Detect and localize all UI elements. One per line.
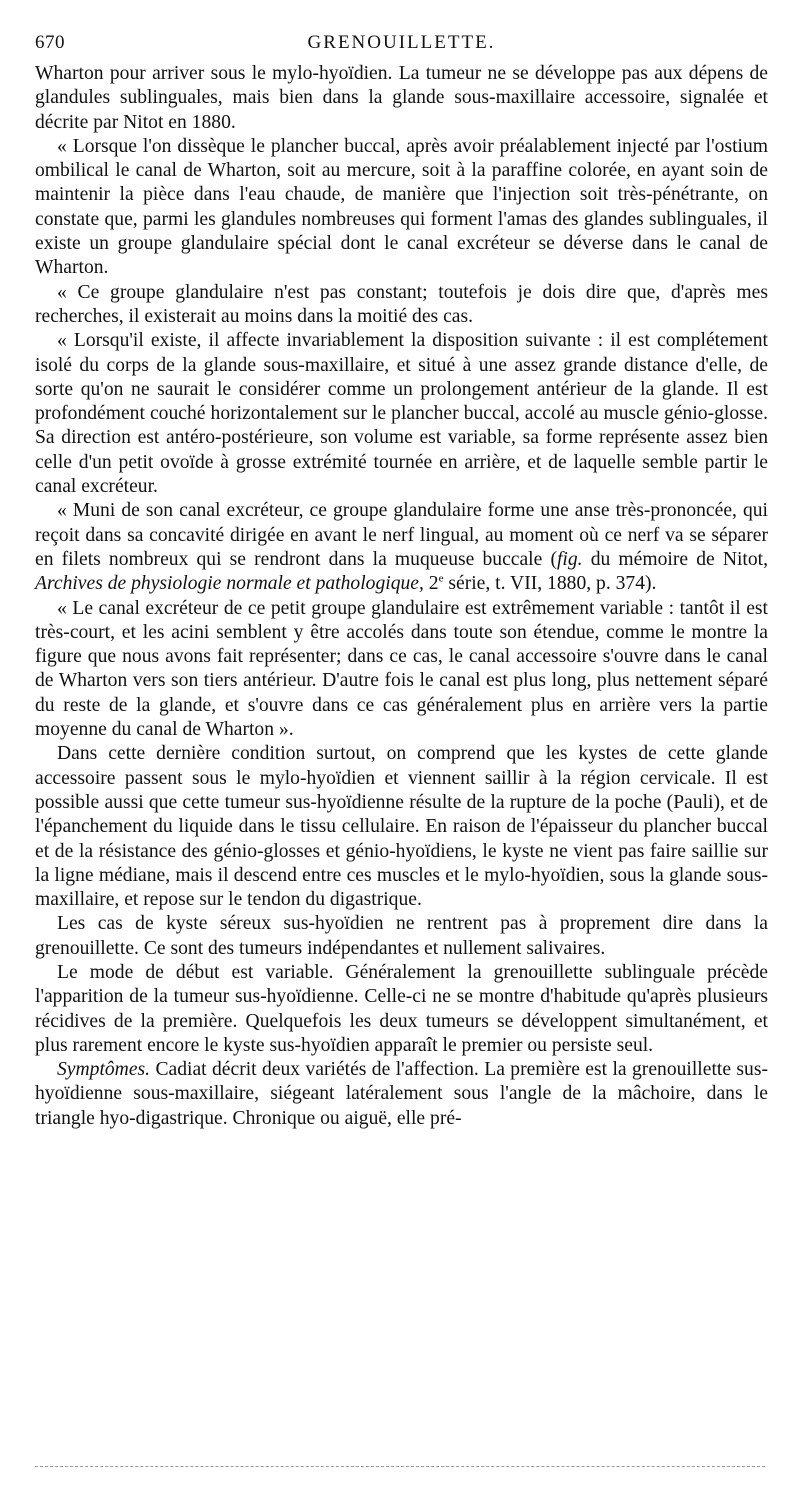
paragraph-onset: Le mode de début est variable. Généralement la grenouillette sublinguale précède l'apparition de la tumeur sus-hyoïdienne. Celle-ci ne se montre d'habitude qu'après plusieurs récidives de la première. Quelquefois les deux tumeurs se développent simultanément, et plus rarement encore le kyste sus-hyoïdien apparaît le premier ou persiste seul.	[35, 961, 768, 1056]
quote-paragraph-frequency: « Ce groupe glandulaire n'est pas constant; toutefois je dois dire que, d'après mes recherches, il existerait au moins dans la moitié des cas.	[35, 281, 768, 327]
quote-paragraph-canal-variation: « Le canal excréteur de ce petit groupe glandulaire est extrêmement variable : tantôt il est très-court, et les acini semblent y être accolés dans toute son étendue, comme le montre la figure que nous avons fait représenter; dans ce cas, le canal accessoire s'ouvre dans le canal de Wharton vers son tiers antérieur. D'autre fois le canal est plus long, plus nettement séparé du reste de la glande, et s'ouvre dans ce cas généralement plus en arrière vers la partie moyenne du canal de Wharton ».	[35, 597, 768, 741]
quote-paragraph-dissection: « Lorsque l'on dissèque le plancher buccal, après avoir préalablement injecté par l'ostium ombilical le canal de Wharton, soit au mercure, soit à la paraffine colorée, en ayant soin de maintenir la pièce dans l'eau chaude, de manière que l'injection soit très-pénétrante, on constate que, parmi les glandules nombreuses qui forment l'amas des glandes sublinguales, il existe un groupe glandulaire spécial dont le canal excréteur se déverse dans le canal de Wharton.	[35, 135, 768, 279]
book-page	[35, 28, 768, 1131]
paragraph-continuation: Wharton pour arriver sous le mylo-hyoïdien. La tumeur ne se développe pas aux dépens de glandules sublinguales, mais bien dans la glande sous-maxillaire accessoire, signalée et décrite par Nitot en 1880.	[35, 63, 768, 133]
paragraph-cervical-cysts: Dans cette dernière condition surtout, on comprend que les kystes de cette glande accessoire passent sous le mylo-hyoïdien et viennent saillir à la région cervicale. Il est possible aussi que cette tumeur sus-hyoïdienne résulte de la rupture de la poche (Pauli), et de l'épanchement du liquide dans le tissu cellulaire. En raison de l'épaisseur du plancher buccal et de la résistance des génio-glosses et génio-hyoïdiens, le kyste ne vient pas faire saillie sur la ligne médiane, mais il descend entre ces muscles et le mylo-hyoïdien, sous la glande sous-maxillaire, et repose sur le tendon du digastrique.	[35, 743, 768, 911]
section-label: Symptômes.	[57, 1059, 151, 1081]
paragraph-text: Cadiat décrit deux variétés de l'affection. La première est la grenouillette sus-hyoïdienne sous-maxillaire, siégeant latéralement sous l'angle de la mâchoire, dans le triangle hyo-digastrique. Chronique ou aiguë, elle pré-	[35, 1059, 768, 1129]
paragraph-text: série, t. VII, 1880, p. 374).	[443, 573, 657, 595]
figure-reference: fig.	[556, 548, 583, 570]
quote-paragraph-disposition: « Lorsqu'il existe, il affecte invariablement la disposition suivante : il est complétement isolé du corps de la glande sous-maxillaire, et situé à une assez grande distance d'elle, de sorte qu'on ne saurait le considérer comme un prolongement antérieur de la glande. Il est profondément couché horizontalement sur le plancher buccal, accolé au muscle génio-glosse. Sa direction est antéro-postérieure, son volume est variable, sa forme représente assez bien celle d'un petit ovoïde à grosse extrémité tournée en arrière, et de laquelle semble partir le canal excréteur.	[35, 330, 768, 498]
paragraph-symptoms	[35, 1058, 768, 1131]
quote-paragraph-excretory-canal	[35, 499, 768, 596]
page-body	[35, 62, 768, 1131]
paragraph-text: du mémoire de Nitot,	[582, 548, 768, 570]
paragraph-serous-cysts: Les cas de kyste séreux sus-hyoïdien ne rentrent pas à proprement dire dans la grenouillette. Ce sont des tumeurs indépendantes et nullement salivaires.	[35, 913, 768, 959]
footer-rule	[35, 1466, 765, 1467]
series-superscript: e	[438, 572, 444, 585]
running-title: GRENOUILLETTE.	[307, 32, 496, 53]
paragraph-text: , 2	[419, 573, 439, 595]
page-header	[35, 28, 768, 62]
paragraph-text: « Muni de son canal excréteur, ce groupe glandulaire forme une anse très-prononcée, qui reçoit dans sa concavité dirigée en avant le nerf lingual, au moment où ce nerf va se séparer en filets nombreux qui se rendront dans la muqueuse buccale (	[35, 500, 768, 570]
page-number: 670	[35, 32, 65, 53]
journal-title: Archives de physiologie normale et pathologique	[35, 573, 419, 595]
